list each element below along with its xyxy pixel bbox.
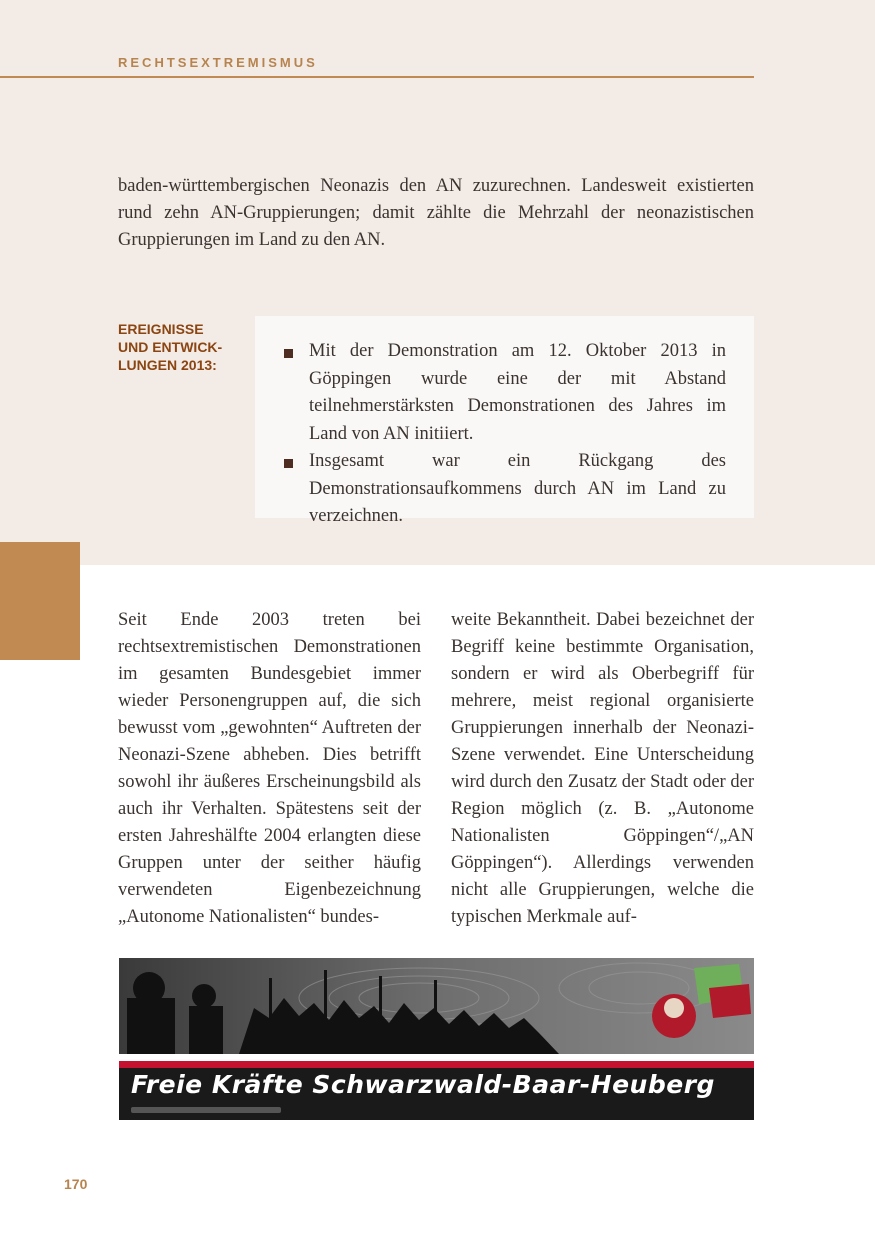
- banner-title: Freie Kräfte Schwarzwald-Baar-Heuberg: [131, 1070, 715, 1099]
- banner-red-stripe: [119, 1061, 754, 1068]
- event-item-text: Insgesamt war ein Rückgang des Demonstrationsaufkommens durch AN im Land zu verzeichnen.: [309, 451, 726, 526]
- crowd-photo-icon: [119, 958, 754, 1054]
- square-bullet-icon: [284, 459, 293, 468]
- header-rule: [0, 76, 754, 78]
- banner-blurred-subtitle: [131, 1107, 281, 1113]
- square-bullet-icon: [284, 349, 293, 358]
- page-number: 170: [64, 1176, 88, 1192]
- group-banner-image: [119, 958, 754, 1120]
- accent-block: [0, 542, 80, 660]
- section-header: RECHTSEXTREMISMUS: [118, 55, 318, 70]
- events-heading-line: LUNGEN 2013:: [118, 357, 217, 373]
- body-column-right: weite Bekanntheit. Dabei bezeichnet der Begriff keine bestimmte Organisation, sondern er wird als Oberbegriff für mehrere, meist regional organisierte Gruppierungen innerhalb der Neonazi-Szene verwendet. Eine Unterscheidung wird durch den Zusatz der Stadt oder der Region möglich (z. B. „Autonome Nationalisten Göppingen“/„AN Göppingen“). Allerdings verwenden nicht alle Gruppierungen, welche die typischen Merkmale auf-: [451, 610, 754, 927]
- events-heading-line: UND ENTWICK-: [118, 339, 223, 355]
- banner-white-stripe: [119, 1054, 754, 1061]
- body-column-left: Seit Ende 2003 treten bei rechtsextremistischen Demonstrationen im gesamten Bundesgebiet immer wieder Personengruppen auf, die sich bewusst vom „gewohnten“ Auftreten der Neonazi-Szene abheben. Dies betrifft sowohl ihr äußeres Erscheinungsbild als auch ihr Verhalten. Spätestens seit der ersten Jahreshälfte 2004 erlangten diese Gruppen unter der seither häufig verwendeten Eigenbezeichnung „Autonome Nationalisten“ bundes-: [118, 610, 421, 927]
- event-item: [283, 448, 726, 531]
- events-heading-line: EREIGNISSE: [118, 321, 204, 337]
- event-item: [283, 338, 726, 448]
- events-heading: [118, 320, 253, 374]
- intro-paragraph: baden-württembergischen Neonazis den AN zuzurechnen. Landesweit existierten rund zehn AN-Gruppierungen; damit zählte die Mehrzahl der neonazistischen Gruppierungen im Land zu den AN.: [118, 176, 754, 250]
- event-item-text: Mit der Demonstration am 12. Oktober 2013 in Göppingen wurde eine der mit Abstand teilnehmerstärksten Demonstrationen des Jahres im Land von AN initiiert.: [309, 341, 726, 444]
- events-box: [255, 316, 754, 526]
- events-list: [283, 338, 726, 531]
